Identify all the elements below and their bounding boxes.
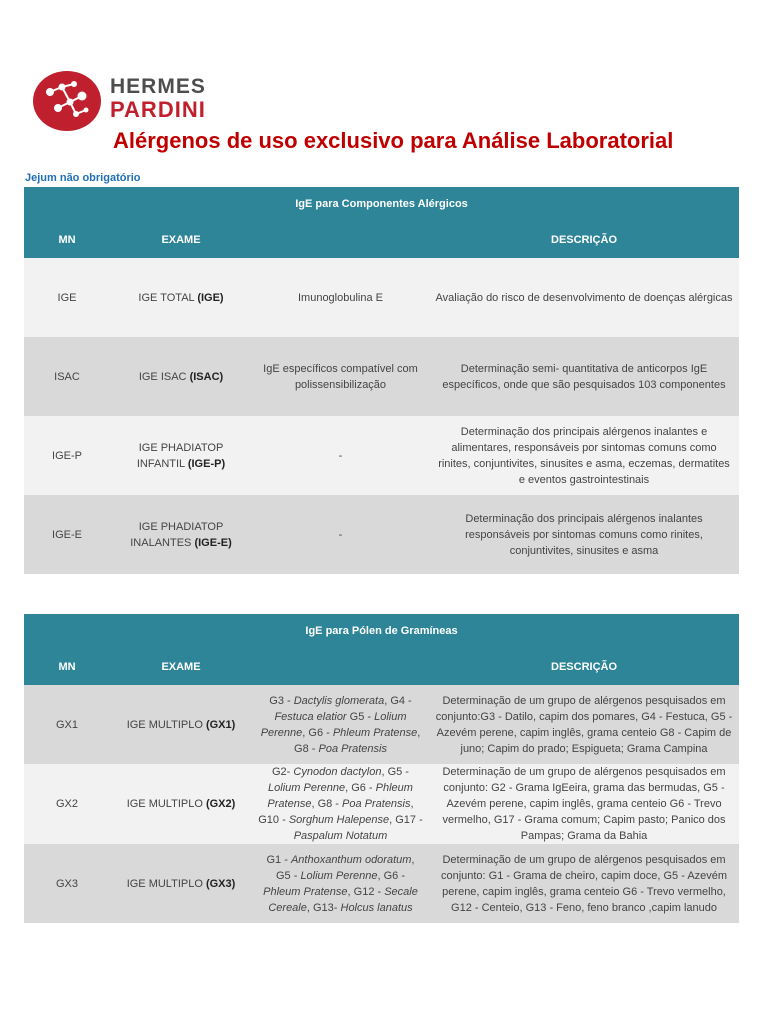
exame-name: IGE TOTAL bbox=[138, 291, 195, 304]
header-detail bbox=[252, 221, 429, 258]
descricao-cell: Avaliação do risco de desenvolvimento de doenças alérgicas bbox=[429, 258, 739, 337]
species-name: Dactylis glomerata bbox=[293, 694, 385, 707]
allergen-code: G3 - bbox=[269, 694, 294, 707]
components-table bbox=[24, 187, 739, 574]
page-title: Alérgenos de uso exclusivo para Análise Laboratorial bbox=[113, 128, 674, 153]
allergen-code: , G6 - bbox=[377, 869, 406, 882]
species-name: Poa Pratensis bbox=[318, 742, 387, 755]
detail-cell bbox=[252, 764, 429, 844]
detail-cell: - bbox=[252, 416, 429, 495]
species-name: Holcus lanatus bbox=[340, 901, 413, 914]
detail-cell: - bbox=[252, 495, 429, 574]
species-name: Phleum Pratense bbox=[332, 726, 418, 739]
species-name: Lolium Perenne bbox=[300, 869, 378, 882]
detail-cell: IgE específicos compatível com polissensibilização bbox=[252, 337, 429, 416]
descricao-cell: Determinação dos principais alérgenos inalantes responsáveis por sintomas comuns como rinites, conjuntivites, sinusites e asma bbox=[429, 495, 739, 574]
mn-cell: GX3 bbox=[24, 844, 110, 923]
header-descricao: DESCRIÇÃO bbox=[429, 221, 739, 258]
mn-cell: GX1 bbox=[24, 685, 110, 764]
exame-cell bbox=[110, 764, 252, 844]
allergen-code: , G10 - bbox=[258, 798, 414, 826]
header-exame: EXAME bbox=[110, 648, 252, 685]
mn-cell: ISAC bbox=[24, 337, 110, 416]
detail-cell: Imunoglobulina E bbox=[252, 258, 429, 337]
allergen-code: , G8 - bbox=[311, 798, 343, 810]
exame-code: (GX2) bbox=[205, 798, 236, 810]
header-exame: EXAME bbox=[110, 221, 252, 258]
allergen-code: , G5 - bbox=[275, 853, 415, 882]
mn-cell: IGE-P bbox=[24, 416, 110, 495]
mn-cell: GX2 bbox=[24, 764, 110, 844]
species-name: Secale Cereale bbox=[268, 885, 418, 914]
exame-name: IGE MULTIPLO bbox=[126, 718, 203, 731]
exame-code: (GX1) bbox=[205, 718, 236, 731]
descricao-cell: Determinação dos principais alérgenos inalantes e alimentares, responsáveis por sintomas comuns como rinites, conjuntivites, sinusites e asma, eczemas, dermatites e eventos gastrointestinais bbox=[429, 416, 739, 495]
descricao-cell: Determinação semi- quantitativa de anticorpos IgE específicos, onde que são pesquisados 103 componentes bbox=[429, 337, 739, 416]
exame-cell bbox=[110, 258, 252, 337]
exame-name: IGE MULTIPLO bbox=[126, 877, 203, 890]
exame-code: (GX3) bbox=[205, 877, 236, 890]
exame-code: (IGE-E) bbox=[194, 536, 232, 549]
allergen-code: , G17 - bbox=[389, 814, 423, 826]
brand-name-hermes: HERMES bbox=[110, 75, 206, 98]
species-name: Phleum Pratense bbox=[263, 885, 348, 898]
species-name: Anthoxanthum odoratum bbox=[290, 853, 412, 866]
grass-pollen-table bbox=[24, 614, 739, 923]
species-name: Paspalum Notatum bbox=[293, 830, 388, 842]
species-name: Lolium Perenne bbox=[260, 710, 407, 739]
detail-cell bbox=[252, 844, 429, 923]
header-mn: MN bbox=[24, 648, 110, 685]
exame-cell bbox=[110, 337, 252, 416]
mn-cell: IGE bbox=[24, 258, 110, 337]
allergen-code: , G6 - bbox=[302, 726, 333, 739]
table-row bbox=[24, 337, 739, 416]
species-name: Cynodon dactylon bbox=[293, 766, 382, 778]
allergen-code: G2- bbox=[272, 766, 294, 778]
hermes-pardini-logo-icon bbox=[32, 70, 102, 132]
table-row bbox=[24, 685, 739, 764]
header-mn: MN bbox=[24, 221, 110, 258]
allergen-code: , G4 - bbox=[384, 694, 412, 707]
exame-cell bbox=[110, 495, 252, 574]
exame-name: IGE PHADIATOP INFANTIL bbox=[136, 441, 224, 470]
exame-code: (ISAC) bbox=[189, 370, 224, 383]
allergen-code: G1 - bbox=[266, 853, 291, 866]
species-name: Poa Pratensis bbox=[342, 798, 411, 810]
allergen-code: G5 - bbox=[346, 710, 375, 723]
table-row bbox=[24, 844, 739, 923]
species-name: Phleum Pratense bbox=[267, 782, 413, 810]
table-row bbox=[24, 495, 739, 574]
allergen-code: , G5 - bbox=[381, 766, 409, 778]
allergen-code: , G8 - bbox=[294, 726, 421, 755]
exame-name: IGE MULTIPLO bbox=[126, 798, 203, 810]
descricao-cell: Determinação de um grupo de alérgenos pesquisados em conjunto:G3 - Datilo, capim dos pomares, G4 - Festuca, G5 - Azevém perene, capim inglês, grama centeio G8 - Capim de juno; Capim do prado; Espigueta; Grama Campina bbox=[429, 685, 739, 764]
table-row bbox=[24, 416, 739, 495]
allergen-code: , G6 - bbox=[345, 782, 376, 794]
exame-name: IGE PHADIATOP INALANTES bbox=[130, 520, 224, 549]
detail-cell bbox=[252, 685, 429, 764]
species-name: Festuca elatior bbox=[274, 710, 347, 723]
descricao-cell: Determinação de um grupo de alérgenos pesquisados em conjunto: G2 - Grama IgEeira, grama das bermudas, G5 - Azevém perene, capim inglês, grama centeio G6 - Trevo vermelho, G17 - Grama comum; Capim pasto; Panico dos Pampas; Grama da Bahia bbox=[429, 764, 739, 844]
descricao-cell: Determinação de um grupo de alérgenos pesquisados em conjunto: G1 - Grama de cheiro, capim doce, G5 - Azevém perene, capim inglês, grama centeio G6 - Trevo vermelho, G12 - Centeio, G13 - Feno, feno branco ,capim lanudo bbox=[429, 844, 739, 923]
table-row bbox=[24, 764, 739, 844]
brand-name-pardini: PARDINI bbox=[110, 97, 206, 122]
species-name: Lolium Perenne bbox=[268, 782, 346, 794]
exame-name: IGE ISAC bbox=[138, 370, 187, 383]
exame-code: (IGE-P) bbox=[187, 457, 226, 470]
exame-cell bbox=[110, 844, 252, 923]
species-name: Sorghum Halepense bbox=[288, 814, 390, 826]
header-detail bbox=[252, 648, 429, 685]
allergen-code: , G13- bbox=[306, 901, 341, 914]
exame-cell bbox=[110, 685, 252, 764]
exame-cell bbox=[110, 416, 252, 495]
table-caption: IgE para Pólen de Gramíneas bbox=[24, 614, 739, 648]
table-caption: IgE para Componentes Alérgicos bbox=[24, 187, 739, 221]
header-descricao: DESCRIÇÃO bbox=[429, 648, 739, 685]
fasting-note: Jejum não obrigatório bbox=[25, 172, 141, 184]
table-row bbox=[24, 258, 739, 337]
exame-code: (IGE) bbox=[197, 291, 224, 304]
allergen-code: , G12 - bbox=[347, 885, 385, 898]
mn-cell: IGE-E bbox=[24, 495, 110, 574]
